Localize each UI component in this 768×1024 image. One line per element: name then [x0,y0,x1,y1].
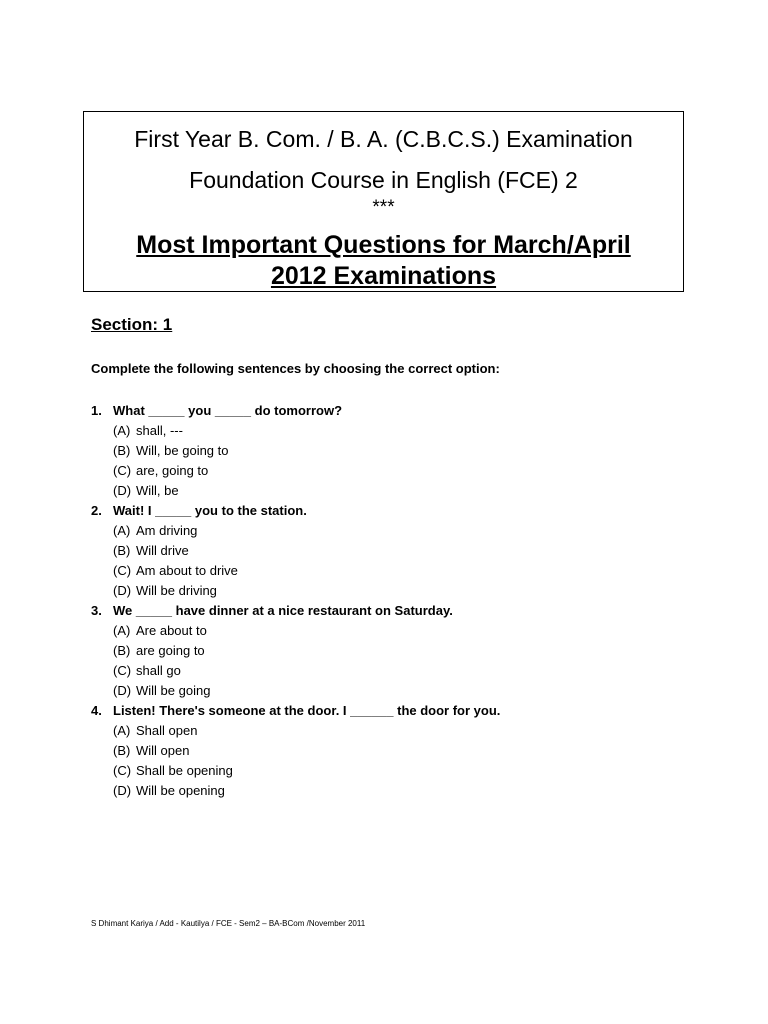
option-item [91,581,711,601]
option-item [91,761,711,781]
option-item [91,721,711,741]
option-text: are going to [136,643,205,658]
question-list [91,401,711,801]
option-label: (B) [113,743,131,758]
question-number: 2. [91,503,102,518]
option-item [91,561,711,581]
option-text: Am about to drive [136,563,238,578]
option-label: (C) [113,763,132,778]
option-text: Will be driving [136,583,217,598]
question-text: Wait! I _____ you to the station. [113,503,307,518]
question-4 [91,701,711,721]
option-item [91,781,711,801]
question-text: Listen! There's someone at the door. I ______ the door for you. [113,703,501,718]
option-text: Will, be [136,483,179,498]
option-label: (C) [113,563,132,578]
subtitle-line-2: 2012 Examinations [270,262,497,290]
option-text: Will, be going to [136,443,229,458]
exam-title: First Year B. Com. / B. A. (C.B.C.S.) Examination [134,126,633,152]
option-text: shall, --- [136,423,183,438]
option-item [91,741,711,761]
section-instruction: Complete the following sentences by choosing the correct option: [91,361,500,376]
option-text: Shall be opening [136,763,233,778]
option-item [91,641,711,661]
option-text: Will open [136,743,190,758]
option-label: (B) [113,543,131,558]
question-1 [91,401,711,421]
option-label: (D) [113,483,132,498]
option-label: (A) [113,723,131,738]
separator-stars: *** [372,197,395,218]
option-item [91,461,711,481]
option-text: Are about to [136,623,207,638]
option-label: (C) [113,663,132,678]
question-number: 4. [91,703,102,718]
option-text: Will be opening [136,783,225,798]
section-title: Section: 1 [91,315,173,334]
question-number: 3. [91,603,102,618]
question-text: We _____ have dinner at a nice restaurant on Saturday. [113,603,453,618]
page-footer: S Dhimant Kariya / Add - Kautilya / FCE - Sem2 – BA-BCom /November 2011 [91,919,366,928]
option-label: (B) [113,643,131,658]
option-text: shall go [136,663,181,678]
option-label: (D) [113,783,132,798]
option-item [91,621,711,641]
option-label: (A) [113,423,131,438]
option-label: (A) [113,623,131,638]
option-text: are, going to [136,463,209,478]
option-label: (D) [113,583,132,598]
option-label: (B) [113,443,131,458]
option-label: (C) [113,463,132,478]
question-2 [91,501,711,521]
question-text: What _____ you _____ do tomorrow? [113,403,343,418]
question-3 [91,601,711,621]
course-title: Foundation Course in English (FCE) 2 [189,167,578,193]
option-item [91,521,711,541]
title-box [83,111,684,292]
option-item [91,541,711,561]
option-item [91,681,711,701]
option-text: Shall open [136,723,198,738]
option-label: (D) [113,683,132,698]
option-text: Am driving [136,523,198,538]
question-number: 1. [91,403,102,418]
option-item [91,441,711,461]
option-text: Will be going [136,683,211,698]
option-label: (A) [113,523,131,538]
option-item [91,481,711,501]
subtitle-line-1: Most Important Questions for March/April [136,231,631,259]
option-text: Will drive [136,543,189,558]
option-item [91,421,711,441]
option-item [91,661,711,681]
